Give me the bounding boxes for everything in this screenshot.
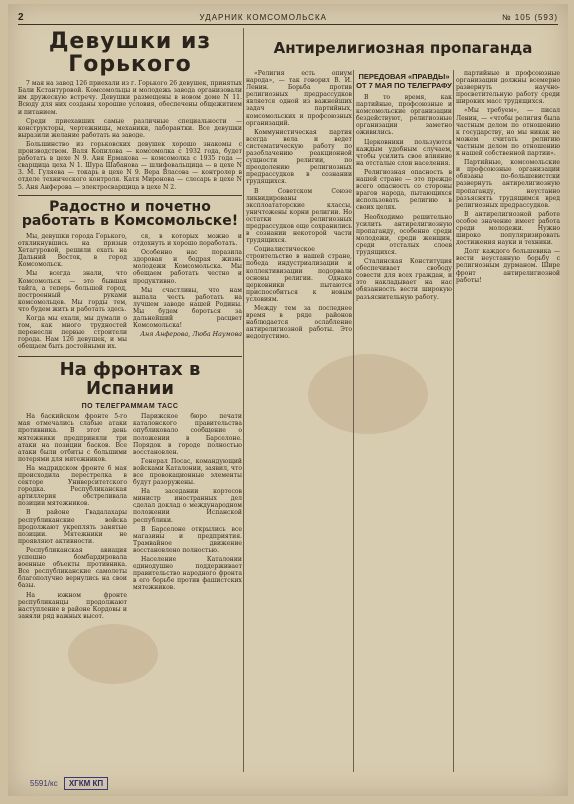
girls-article	[18, 80, 242, 190]
paragraph: В антирелигиозной работе особое значение имеет работа среди молодежи. Нужно широко популяризировать достижения науки и техники.	[456, 210, 560, 247]
paper-name: УДАРНИК КОМСОМОЛЬСКА	[199, 12, 327, 22]
paragraph: На заседании кортесов министр иностранных дел сделал доклад о международном положении Испанской республики.	[133, 488, 242, 524]
paragraph: «Религия есть опиум народа», — так говорил В. И. Ленин. Борьба против религиозных предрассудков является одной из важнейших задач партийных, комсомольских и профсоюзных организаций.	[246, 70, 352, 127]
paragraph: В то время, как партийные, профсоюзные и комсомольские организации бездействуют, религиозные организации заметно оживились.	[356, 94, 452, 137]
archive-stamp	[30, 777, 108, 790]
paragraph: Республиканская авиация успешно бомбардировала военные объекты противника. Все республиканские самолеты благополучно вернулись на свои базы.	[18, 546, 127, 590]
handwritten-inventory-number: 5591/кс	[30, 779, 58, 788]
glad-article	[18, 233, 242, 353]
paragraph: Партийные, комсомольские и профсоюзные организации обязаны по-большевистски развернуть антирелигиозную пропаганду, неустанно разъяснять трудящимся вред религиозных предрассудков.	[456, 159, 560, 209]
antireligion-column-2	[356, 70, 452, 774]
paragraph: На южном фронте республиканцы продолжают наступление в районе Кордовы и заняли ряд важных высот.	[18, 591, 127, 620]
spain-article	[18, 413, 242, 622]
paragraph: В Барселоне открылись все магазины и предприятия. Трамвайное движение восстановлено полностью.	[133, 525, 242, 554]
paragraph: Социалистическое строительство в нашей стране, победа индустриализации и коллективизации подорвали основы религии. Однако церковники пытаются приспособиться к новым условиям.	[246, 246, 352, 303]
left-column	[18, 28, 242, 774]
column-divider	[353, 70, 354, 772]
spain-subtitle: ПО ТЕЛЕГРАММАМ ТАСС	[81, 403, 179, 411]
paragraph: Большинство из горьковских девушек хорошо знакомы с производством. Валя Копилова — комсомолка с 1932 года, будет работать в цехе N 9. Аня Ермакова — комсомолка с 1935 года — сварщица цеха N 1. Шура Шабанова — шлифовальщица — в цехе N 3. М. Гуляева — токарь в цехе N 9. Вера Власова — контролер в отделе технического контроля. Катя Миронова — слесарь в цехе N 5. Аня Анферова — электросварщица в цехе N 2.	[18, 140, 242, 191]
paragraph: партийные и профсоюзные организации должны всемерно развернуть научно-просветительную работу среди широких масс трудящихся.	[456, 70, 560, 106]
paragraph: Особенно нас поразила здоровая и бодрая жизнь молодежи Комсомольска. Мы обещаем работать честно и продуктивно.	[133, 249, 242, 285]
paragraph: Население Каталонии единодушно поддерживает правительство народного фронта в его борьбе против фашистских мятежников.	[133, 556, 242, 592]
column-divider	[453, 70, 454, 772]
paragraph: Мы счастливы, что нам выпала честь работать на лучшем заводе нашей Родины. Мы будем бороться за дальнейший расцвет Комсомольска!	[133, 286, 242, 330]
issue-number: № 105 (593)	[501, 12, 558, 22]
paragraph: ся, в которых можно и отдохнуть и хорошо поработать.	[133, 232, 242, 248]
editorial-heading: ПЕРЕДОВАЯ «ПРАВДЫ» ОТ 7 МАЯ ПО ТЕЛЕГРАФУ	[356, 72, 452, 90]
paragraph: Церковники пользуются каждым удобным случаем, чтобы усилить свое влияние на отсталые слои населения.	[356, 138, 452, 167]
paragraph: Коммунистическая партия всегда вела и ведет систематическую работу по разоблачению реакционной сущности религии, по преодолению религиозных предрассудков в сознании трудящихся.	[246, 128, 352, 186]
masthead	[18, 10, 558, 25]
spain-headline: На фронтах в Испании	[59, 359, 201, 400]
paragraph: На мадридском фронте 6 мая происходила перестрелка в секторе Университетского городка. Республиканская артиллерия обстреливала позиции мятежников.	[18, 464, 127, 508]
paragraph: В районе Гвадалахары республиканские войска продолжают укреплять занятые позиции. Мятежники не проявляют активности.	[18, 509, 127, 545]
paragraph: Сталинская Конституция обеспечивает свободу совести для всех граждан, и это накладывает на нас обязанность вести широкую разъяснительную работу.	[356, 258, 452, 301]
paragraph: Мы, девушки города Горького, откликнувшись на призыв Хетагуровой, решили ехать на Дальний Восток, в город Комсомольск.	[18, 232, 127, 269]
antireligion-column-3	[456, 70, 560, 774]
page-number: 2	[18, 11, 25, 23]
paragraph: Между тем за последнее время в ряде районов наблюдается ослабление антирелигиозной работы. Это недопустимо.	[246, 305, 352, 341]
paragraph: Религиозная опасность в нашей стране — это прежде всего опасность со стороны врагов народа, пытающихся использовать религию в своих целях.	[356, 168, 452, 212]
paragraph: Генерал Посас, командующий войсками Каталонии, заявил, что все провокационные элементы будут разоружены.	[133, 457, 242, 487]
paragraph: Долг каждого большевика — вести неустанную борьбу с религиозным дурманом. Шире фронт антирелигиозной работы!	[456, 248, 560, 284]
girls-headline: Девушки из Горького	[48, 29, 212, 78]
newspaper-page	[8, 4, 568, 796]
antireligion-column-1	[246, 70, 352, 774]
article-signature: Аня Анферова, Люба Наумова	[140, 331, 242, 339]
antireligion-headline: Антирелигиозная пропаганда	[273, 39, 533, 57]
paragraph: «Мы требуем», — писал Ленин, — «чтобы религия была частным делом по отношению к государству, но мы никак не можем считать религию частным делом по отношению к нашей собственной партии».	[456, 107, 560, 158]
paragraph: В Советском Союзе ликвидированы эксплоататорские классы, уничтожены корни религии. Но остатки религиозных предрассудков еще сохранились в сознании некоторой части трудящихся.	[246, 187, 352, 245]
paragraph: Парижское бюро печати каталонского правительства опубликовало сообщение о положении в Барселоне. Порядок в городе полностью восстановлен.	[133, 413, 242, 456]
paragraph: 7 мая на завод 126 приехали из г. Горького 26 девушек, принятых Бали Кстантуровой. Комсомольцы и молодежь завода организовали им дружескую встречу. Девушки размещены в новом доме N 11. Всюду для них созданы хорошие условия, обеспечены общежитием и питанием.	[18, 80, 242, 116]
paragraph: Мы всегда знали, что Комсомольск — это бывшая тайга, а теперь большой город, построенный руками комсомольцев. Мы горды тем, что будем жить и работать здесь.	[18, 270, 127, 313]
paragraph: Когда мы ехали, мы думали о том, как много трудностей перенесли первые строители города. Нам 126 девушек, и мы обещаем быть достойными их.	[18, 315, 127, 351]
column-divider	[243, 28, 244, 772]
glad-headline: Радостно и почетно работать в Комсомольске!	[21, 198, 239, 230]
paragraph: На баскийском фронте 5-го мая отмечались слабые атаки противника. В этот день мятежники предприняли три атаки на позиции басков. Все атаки были отбиты с большими потерями для мятежников.	[18, 413, 127, 463]
paragraph: Среди приехавших самые различные специальности — конструкторы, чертежницы, механики, лаборантки. Все девушки выразили желание работать на заводе.	[18, 117, 242, 139]
paragraph: Необходимо решительно усилить антирелигиозную пропаганду, особенно среди молодежи, среди женщин, среди отсталых слоев трудящихся.	[356, 213, 452, 256]
museum-stamp: ХГКМ КП	[64, 777, 108, 790]
